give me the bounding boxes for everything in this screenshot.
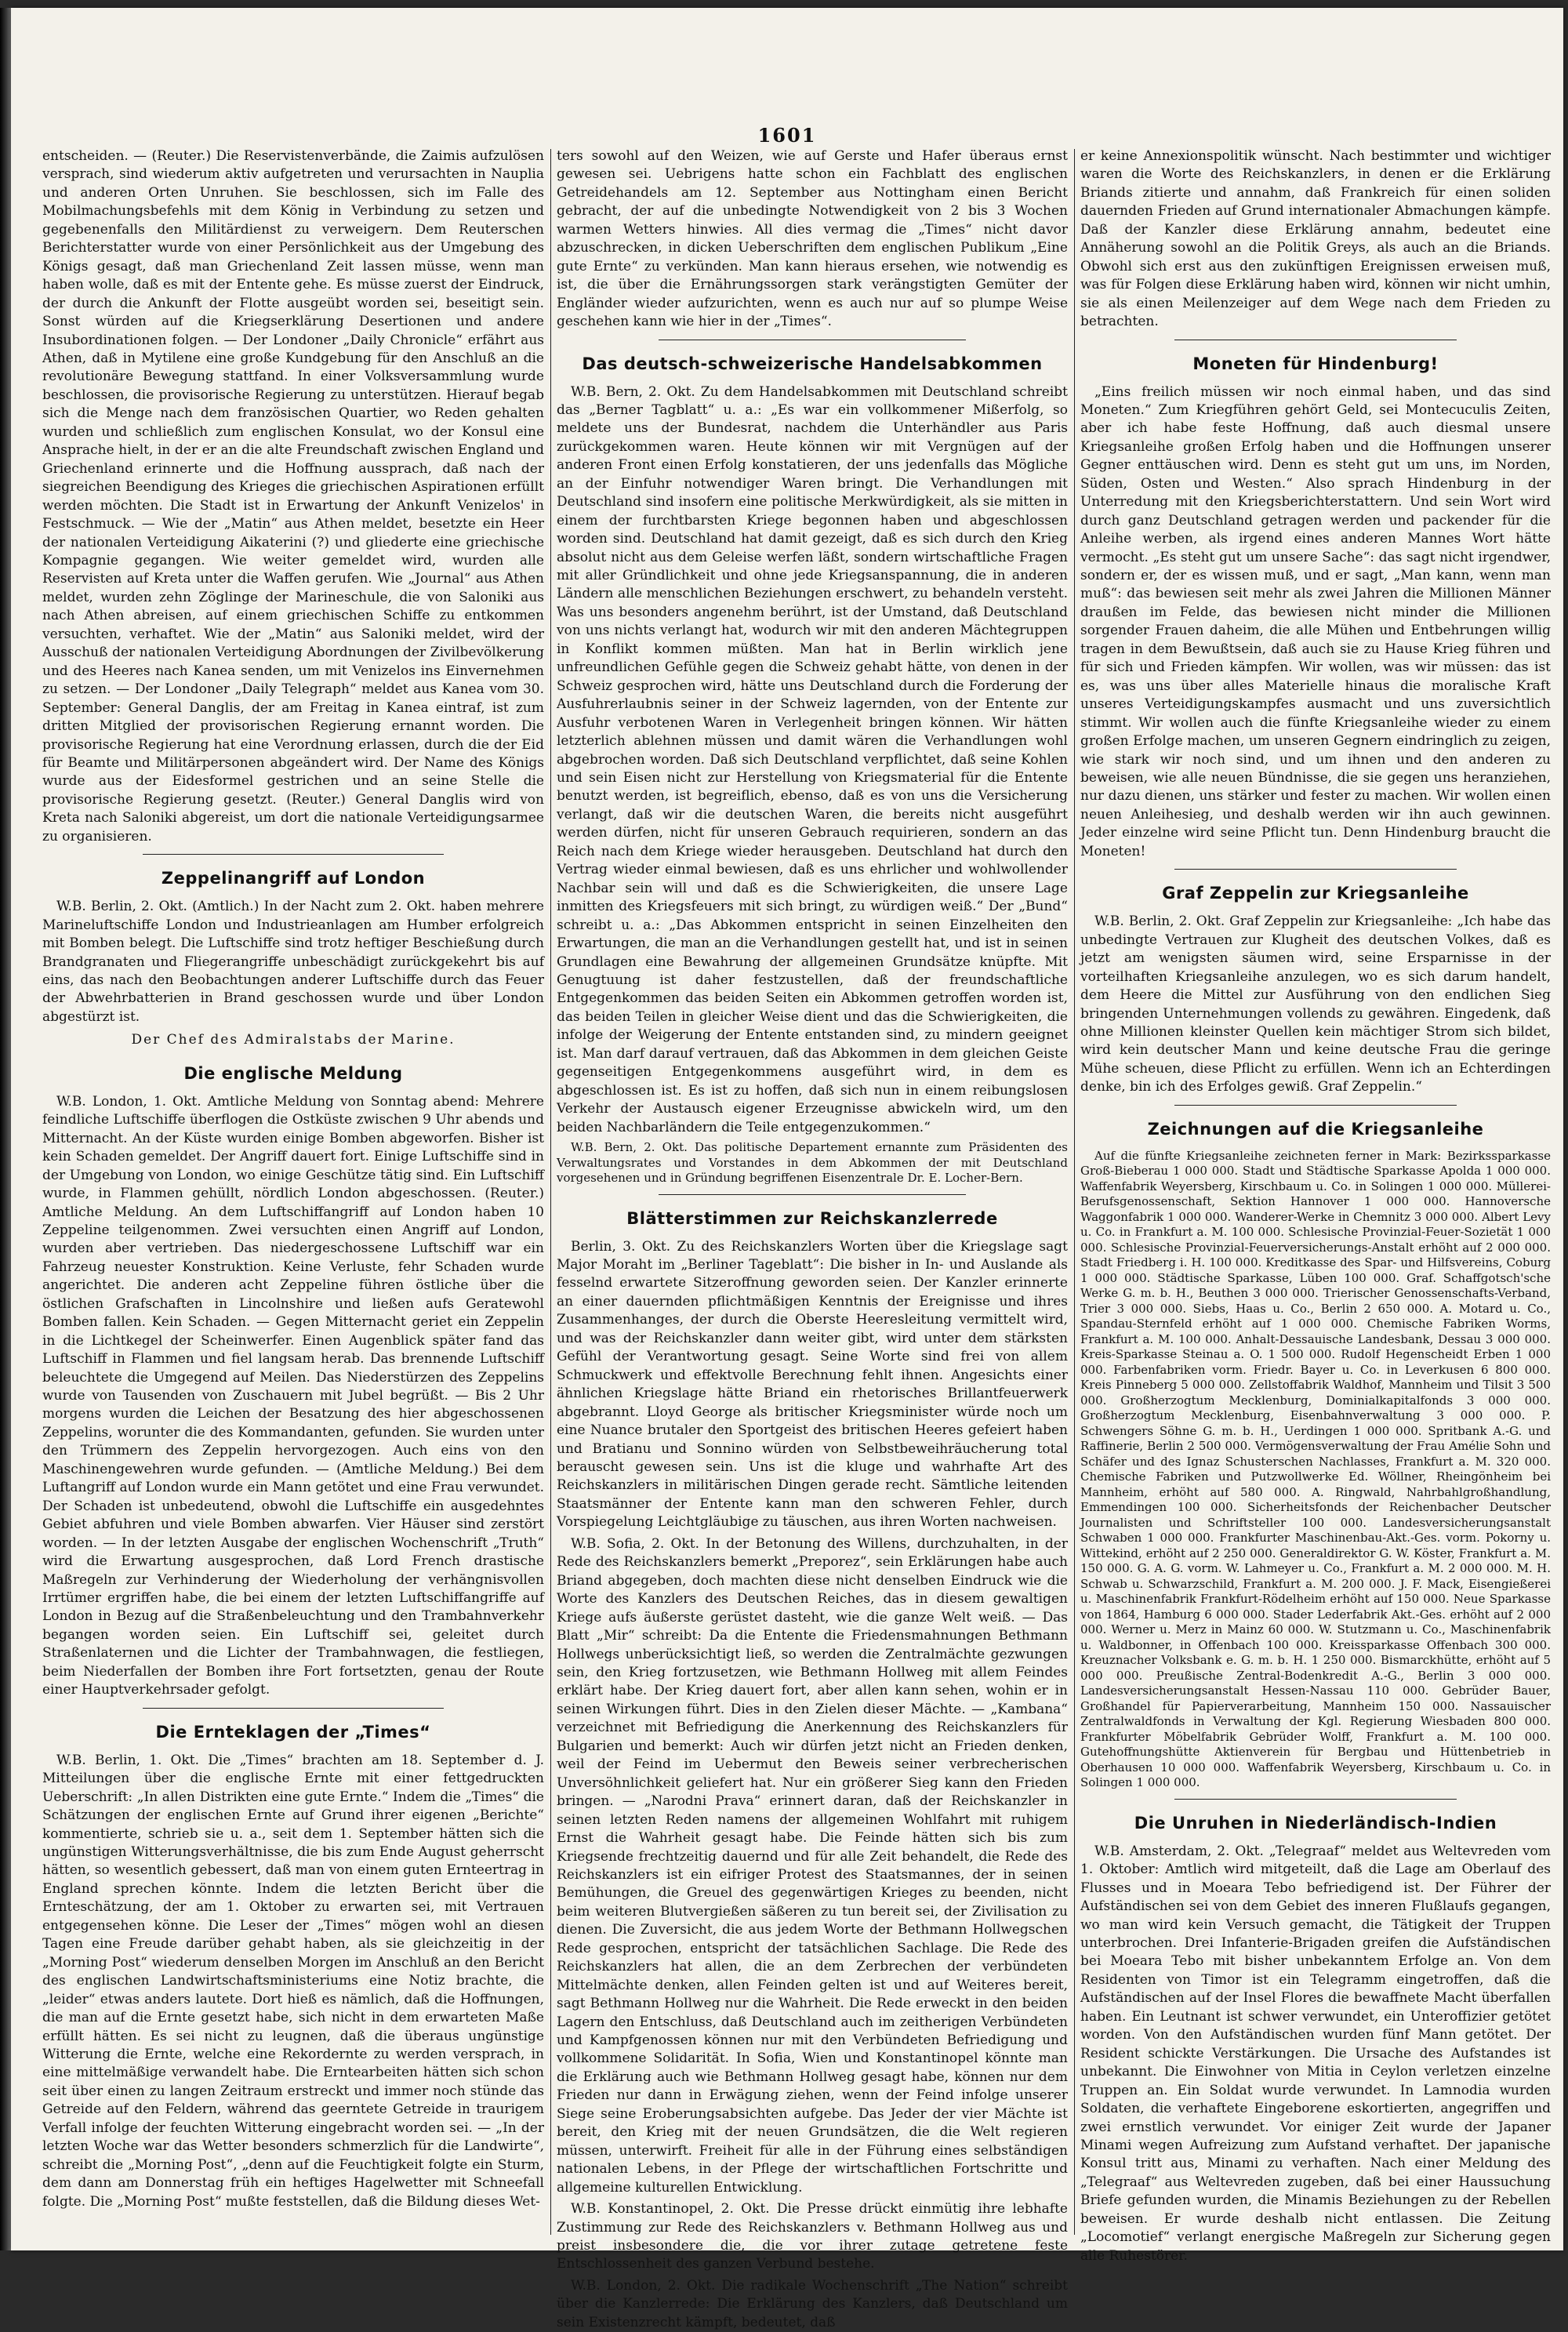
headline-hindenburg-money: Moneten für Hindenburg!	[1192, 354, 1439, 373]
column-left	[42, 147, 544, 2235]
article-paragraph: Auf die fünfte Kriegsanleihe zeichneten ferner in Mark: Bezirkssparkasse Groß-Bieberau 1 000 000. Stadt und Städtische Sparkasse Apolda 1 000 000. Waffenfabrik Weyersberg, Kirschbaum u. Co. in Solingen 1 000 000. Müllerei-Berufsgenossenschaft, Sektion Hannover 1 000 000. Hannoversche Waggonfabrik 1 000 000. Wanderer-Werke in Chemnitz 3 000 000. Albert Levy u. Co. in Frankfurt a. M. 100 000. Schlesische Provinzial-Feuer-Sozietät 1 000 000. Schlesische Provinzial-Feuerversicherungs-Anstalt erhöht auf 2 000 000. Stadt Friedberg i. H. 100 000. Kreditkasse des Spar- und Hilfsvereins, Coburg 1 000 000. Städtische Sparkasse, Lüben 100 000. Graf. Schaffgotsch'sche Werke G. m. b. H., Beuthen 3 000 000. Trierischer Genossenschafts-Verband, Trier 3 000 000. Siebs, Haas u. Co., Berlin 2 650 000. A. Motard u. Co., Spandau-Sternfeld erhöht auf 1 000 000. Chemische Fabriken Worms, Frankfurt a. M. 100 000. Anhalt-Dessauische Landesbank, Dessau 3 000 000. Kreis-Sparkasse Steinau a. O. 1 500 000. Rudolf Hegenscheidt Erben 1 000 000. Farbenfabriken vorm. Friedr. Bayer u. Co. in Leverkusen 6 800 000. Kreis Pinneberg 5 000 000. Zellstoffabrik Waldhof, Mannheim und Tilsit 3 500 000. Großherzogtum Mecklenburg, Dominialkapitalfonds 3 000 000. Großherzogtum Mecklenburg, Eisenbahnverwaltung 3 000 000. P. Schwengers Söhne G. m. b. H., Uerdingen 1 000 000. Spritbank A.-G. und Raffinerie, Berlin 2 500 000. Vermögensverwaltung der Frau Amélie Sohn und Schäfer und des Ignaz Schusterschen Nachlasses, Frankfurt a. M. 320 000. Chemische Fabriken und Putzwollwerke Ed. Wöllner, Rheingönheim bei Mannheim, erhöht auf 580 000. A. Ringwald, Nahrbahlgroßhandlung, Emmendingen 100 000. Sicherheitsfonds der Reichenbacher Deutscher Journalisten und Schriftsteller 100 000. Landesversicherungsanstalt Schwaben 1 000 000. Frankfurter Maschinenbau-Akt.-Ges. vorm. Pokorny u. Wittekind, erhöht auf 2 250 000. Generaldirektor G. W. Köster, Frankfurt a. M. 150 000. G. A. G. vorm. W. Lahmeyer u. Co., Frankfurt a. M. 2 000 000. M. H. Schwab u. Schwarzschild, Frankfurt a. M. 200 000. J. F. Mack, Eisengießerei u. Maschinenfabrik Frankfurt-Rödelheim erhöht auf 150 000. Neue Sparkasse von 1864, Hamburg 6 000 000. Stader Lederfabrik Akt.-Ges. erhöht auf 2 000 000. Werner u. Merz in Mainz 60 000. W. Stutzmann u. Co., Maschinenfabrik u. Waldbonner, in Offenbach 100 000. Kreissparkasse Offenbach 300 000. Kreuznacher Volksbank e. G. m. b. H. 1 250 000. Bismarckhütte, erhöht auf 5 000 000. Preußische Zentral-Bodenkredit A.-G., Berlin 3 000 000. Landesversicherungsanstalt Hessen-Nassau 110 000. Gebrüder Bauer, Großhandel für Papierverarbeitung, Mannheim 150 000. Nassauischer Zentralwaldfonds in Verwaltung der Kgl. Regierung Wiesbaden 800 000. Frankfurter Möbelfabrik Gebrüder Wolff, Frankfurt a. M. 100 000. Gutehoffnungshütte Aktienverein für Bergbau und Hüttenbetrieb in Oberhausen 10 000 000. Waffenfabrik Weyersberg, Kirschbaum u. Co. in Solingen 1 000 000.	[1080, 1148, 1551, 1790]
headline-graf-zeppelin: Graf Zeppelin zur Kriegsanleihe	[1162, 884, 1469, 903]
column-rule	[1074, 149, 1075, 2235]
headline-times-harvest: Die Ernteklagen der „Times“	[155, 1722, 431, 1742]
article-signature: Der Chef des Admiralstabs der Marine.	[131, 1032, 456, 1048]
article-paragraph: „Eins freilich müssen wir noch einmal haben, und das sind Moneten.“ Zum Kriegführen gehört Geld, sei Montecuculis Zeiten, aber ich habe feste Hoffnung, daß auch diesmal unsere Kriegsanleihe großen Erfolg haben und die Hoffnungen unserer Gegner enttäuschen wird. Denn es steht gut um uns, im Norden, Süden, Osten und Westen.“ Also sprach Hindenburg in der Unterredung mit den Kriegsberichterstattern. Und sein Wort wird durch ganz Deutschland getragen werden und packender für die Anleihe werben, als irgend eines anderen Mannes Wort hätte vermocht. „Es steht gut um unsere Sache“: das sagt nicht irgendwer, sondern er, der es wissen muß, und er sagt, „Man kann, wenn man muß“: das bewiesen seit mehr als zwei Jahren die Millionen Männer draußen im Felde, das bewiesen nicht minder die Millionen sorgender Frauen daheim, die alle Mühen und Entbehrungen willig tragen in dem Bewußtsein, daß auch sie zu Hause Krieg führen und für sich und Frieden kämpfen. Wir wollen, was wir müssen: das ist es, was uns über alles Materielle hinaus die moralische Kraft unseres Verteidigungskampfes ausmacht und uns zuversichtlich stimmt. Wir wollen auch die fünfte Kriegsanleihe wieder zu einem großen Erfolge machen, um unseren Gegnern eindringlich zu zeigen, wie stark wir noch sind, und um ihnen und den anderen zu beweisen, wie alle neuen Bündnisse, die sie gegen uns heranziehen, nur dazu dienen, uns stärker und fester zu machen. Wir wollen einen neuen Anleihesieg, und deshalb werden wir ihn auch gewinnen. Jeder einzelne wird seine Pflicht tun. Denn Hindenburg braucht die Moneten!	[1080, 383, 1551, 859]
article-paragraph: W.B. Amsterdam, 2. Okt. „Telegraaf“ meldet aus Weltevreden vom 1. Oktober: Amtlich wird mitgeteilt, daß die Lage am Oberlauf des Flusses und in Moeara Tebo befriedigend ist. Der Führer der Aufständischen sei von dem Gebiet des inneren Flußlaufs gegangen, wo man wird kein Versuch gemacht, die Tätigkeit der Truppen unterbrochen. Drei Infanterie-Brigaden greifen die Aufständischen bei Moeara Tebo mit bisher unbekanntem Erfolge an. Von dem Residenten von Timor ist ein Telegramm eingetroffen, daß die Aufständischen auf der Insel Flores die bewaffnete Macht überfallen haben. Ein Leutnant ist schwer verwundet, ein Unteroffizier getötet worden. Von den Aufständischen wurden fünf Mann getötet. Der Resident schickte Verstärkungen. Die Ursache des Aufstandes ist unbekannt. Die Einwohner von Mitia in Ceylon verletzen einzelne Truppen an. Ein Soldat wurde verwundet. In Lamnodia wurden Soldaten, die verhaftete Eingeborene eskortierten, angegriffen und zwei ernstlich verwundet. Vor einiger Zeit wurde der Japaner Minami wegen Aufreizung zum Aufstand verhaftet. Der japanische Konsul tritt aus, Minami zu verhaften. Nach einer Meldung des „Telegraaf“ aus Weltevreden zugeben, daß bei einer Haussuchung Briefe gefunden wurden, die Minamis Beziehungen zu der Rebellen beweisen. Er wurde deshalb nicht entlassen. Die Zeitung „Locomotief“ verlangt energische Maßregeln zur Sicherung gegen alle Ruhestörer.	[1080, 1843, 1551, 2264]
article-paragraph: W.B. Berlin, 2. Okt. (Amtlich.) In der Nacht zum 2. Okt. haben mehrere Marineluftschiffe London und Industrieanlagen am Humber erfolgreich mit Bomben belegt. Die Luftschiffe sind trotz heftiger Beschießung durch Brandgranaten und Fliegerangriffe unbeschädigt zurückgekehrt bis auf eins, das nach den Beobachtungen anderer Luftschiffe durch das Feuer der Abwehrbatterien in Brand geschossen wurde und über London abgestürzt ist.	[42, 899, 544, 1025]
headline-dutch-indies-unrest: Die Unruhen in Niederländisch-Indien	[1134, 1813, 1497, 1833]
section-divider	[1174, 869, 1457, 870]
article-paragraph: ters sowohl auf den Weizen, wie auf Gerste und Hafer überaus ernst gewesen sei. Uebrigens hatte schon ein Fachblatt des englischen Getreidehandels am 12. September aus Nottingham einen Bericht gebracht, der auf die unbedingte Notwendigkeit von 2 bis 3 Wochen warmen Wetters hinwies. All dies vermag die „Times“ nicht davor abzuschrecken, in dicken Ueberschriften dem englischen Publikum „Eine gute Ernte“ zu verkünden. Man kann hieraus ersehen, wie notwendig es ist, die über die Ernährungssorgen stark verängstigten Gemüter der Engländer wieder aufzurichten, wenn es auch nur auf so plumpe Weise geschehen kann wie hier in der „Times“.	[557, 148, 1068, 330]
headline-press-voices: Blätterstimmen zur Reichskanzlerrede	[626, 1208, 998, 1228]
column-middle	[557, 147, 1068, 2330]
headline-subscriptions: Zeichnungen auf die Kriegsanleihe	[1147, 1119, 1484, 1139]
article-paragraph: W.B. Bern, 2. Okt. Zu dem Handelsabkommen mit Deutschland schreibt das „Berner Tagblatt“ u. a.: „Es war ein vollkommener Mißerfolg, so meldete uns der Bundesrat, nachdem die Unterhändler aus Paris zurückgekommen waren. Heute können wir mit Vergnügen auf der anderen Front einen Erfolg konstatieren, der uns jedenfalls das Mögliche an der Einfuhr notwendiger Waren bringt. Die Verhandlungen mit Deutschland sind insofern eine politische Merkwürdigkeit, als sie mitten in einem der furchtbarsten Kriege begonnen haben und abgeschlossen worden sind. Deutschland hat damit gezeigt, daß es sich durch den Krieg absolut nicht aus dem Geleise werfen läßt, sondern wirtschaftliche Fragen mit aller Gründlichkeit und ohne jede Kriegsanspannung, die in anderen Ländern alle menschlichen Beziehungen erschwert, zu behandeln versteht. Was uns besonders angenehm berührt, ist der Umstand, daß Deutschland von uns nichts verlangt hat, wodurch wir mit den anderen Mächtegruppen in Konflikt kommen müßten. Man hat in Berlin wirklich jene unfreundlichen Gefühle gegen die Schweiz gehabt hätte, von denen in der Schweiz gesprochen wird, hätte uns Deutschland durch die Forderung der Ausfuhrerlaubnis seiner in der Schweiz lagernden, von der Entente zur Ausfuhr verbotenen Waren in Verlegenheit bringen können. Wir hätten letzterlich ablehnen müssen und damit wären die Verhandlungen wohl abgebrochen worden. Daß sich Deutschland verpflichtet, daß seine Kohlen und sein Eisen nicht zur Herstellung von Kriegsmaterial für die Entente benutzt werden, ist begreiflich, ebenso, daß es von uns die Versicherung verlangt, daß wir die deutschen Waren, die bereits nicht ausgeführt werden dürfen, nicht für unseren Gebrauch requirieren, sondern an das Reich nach dem Kriege wieder herausgeben. Deutschland hat durch den Vertrag wieder einmal bewiesen, daß es uns ehrlicher und wohlwollender Nachbar sein will und daß es die Schwierigkeiten, die unsere Lage inmitten des Kriegsfeuers mit sich bringt, zu würdigen weiß.“ Der „Bund“ schreibt u. a.: „Das Abkommen entspricht in seinen Einzelheiten den Erwartungen, die man an die Verhandlungen gestellt hat, und ist in seinen Grundlagen eine Bewahrung der allgemeinen Grundsätze knüpfte. Mit Genugtuung ist daher festzustellen, daß der freundschaftliche Entgegenkommen das beiden Seiten ein Abkommen getroffen worden ist, das beiden Teilen in gleicher Weise dient und das die Schwierigkeiten, die infolge der Weigerung der Entente entstanden sind, zu mindern geeignet ist. Man darf darauf vertrauen, daß das Abkommen in dem gleichen Geiste gegenseitigen Entgegenkommens ausgeführt wird, in dem es abgeschlossen ist. Es ist zu hoffen, daß sich nun in einem reibungslosen Verkehr der Austausch eigener Erzeugnisse abwickeln wird, um den beiden Nachbarländern die Teile entgegenzukommen.“	[557, 383, 1068, 1135]
section-divider	[659, 1194, 965, 1195]
article-paragraph: W.B. London, 1. Okt. Amtliche Meldung von Sonntag abend: Mehrere feindliche Luftschiffe überflogen die Ostküste zwischen 9 Uhr abends und Mitternacht. An der Küste wurden einige Bomben abgeworfen. Bisher ist kein Schaden gemeldet. Der Angriff dauert fort. Einige Luftschiffe sind in der Umgebung von London, wo einige Geschütze tätig sind. Ein Luftschiff wurde, in Flammen gehüllt, nördlich London abgeschossen. (Reuter.) Amtliche Meldung. An dem Luftschiffangriff auf London haben 10 Zeppeline teilgenommen. Zwei versuchten einen Angriff auf London, wurden aber vertrieben. Das niedergeschossene Luftschiff war ein Fahrzeug neuester Konstruktion. Keine Verluste, fehr Schaden wurde angerichtet. Die anderen acht Zeppeline führen östliche über die östlichen Grafschaften in Lincolnshire und ließen aufs Geratewohl Bomben fallen. Kein Schaden. — Gegen Mitternacht geriet ein Zeppelin in die Lichtkegel der Scheinwerfer. Einen Augenblick später fand das Luftschiff in Flammen und fiel langsam herab. Das brennende Luftschiff beleuchtete die Umgegend auf Meilen. Das Niederstürzen des Zeppelins wurde von Tausenden von Zuschauern mit Jubel begrüßt. — Bis 2 Uhr morgens wurden die Leichen der Besatzung des hier abgeschossenen Zeppelins, worunter die des Kommandanten, gefunden. Sie wurden unter den Trümmern des Zeppelin hervorgezogen. Auch eins von den Maschinengewehren wurde gefunden. — (Amtliche Meldung.) Bei dem Luftangriff auf London wurde ein Mann getötet und eine Frau verwundet. Der Schaden ist unbedeutend, obwohl die Luftschiffe ein ausgedehntes Gebiet abfuhren und viele Bomben abwarfen. Vier Häuser sind zerstört worden. — In der letzten Ausgabe der englischen Wochenschrift „Truth“ wird die Erwartung ausgesprochen, daß Lord French drastische Maßregeln zur Verhinderung der Wiederholung der verhängnisvollen Irrtümer ergriffen habe, die bei einem der letzten Luftschiffangriffe auf London in Bezug auf die Straßenbeleuchtung und den Trambahnverkehr begangen worden seien. Ein Luftschiff sei, geleitet durch Straßenlaternen und die Lichter der Trambahnwagen, die festliegen, beim Niederfallen der Bomben ihre Fort fortsetzten, genau der Route einer Hauptverkehrsader gefolgt.	[42, 1093, 544, 1698]
article-paragraph: W.B. Bern, 2. Okt. Das politische Departement ernannte zum Präsidenten des Verwaltungsrates und Vorstandes in dem Abkommen der mit Deutschland vorgesehenen und in Gründung begriffenen Eisenzentrale Dr. E. Locher-Bern.	[557, 1140, 1068, 1186]
article-paragraph: W.B. Berlin, 2. Okt. Graf Zeppelin zur Kriegsanleihe: „Ich habe das unbedingte Vertrauen zur Klugheit des deutschen Volkes, daß es jetzt am wenigsten säumen wird, seine Ersparnisse in der vorteilhaften Kriegsanleihe anzulegen, wo es sich darum handelt, dem Heere die Mittel zur Ausführung von den endlichen Sieg bringenden Unternehmungen vollends zu gewähren. Eingedenk, daß ohne Millionen kleinster Quellen kein mächtiger Strom sich bildet, wird kein deutscher Mann und keine deutsche Frau die geringe Mühe scheuen, diese Pflicht zu erfüllen. Wenn ich an Echterdingen denke, bin ich des Erfolges gewiß. Graf Zeppelin.“	[1080, 914, 1551, 1095]
section-divider	[1174, 1105, 1457, 1106]
section-divider	[143, 1708, 444, 1709]
newspaper-page	[11, 8, 1563, 2330]
article-paragraph: er keine Annexionspolitik wünscht. Nach bestimmter und wichtiger waren die Worte des Reichskanzlers, in denen er die Erklärung Briands zitierte und annahm, daß Frankreich für einen soliden dauernden Frieden auf Grund internationaler Abmachungen kämpfe. Daß der Kanzler diese Erklärung annahm, bedeutet eine Annäherung sowohl an die Politik Greys, als auch an die Briands. Obwohl sich erst aus den zukünftigen Ereignissen erweisen muß, was für Folgen diese Erklärung haben wird, können wir nicht umhin, sie als einen Meilenzeiger auf dem Wege nach dem Frieden zu betrachten.	[1080, 148, 1551, 330]
page-number: 1601	[757, 124, 817, 147]
headline-zeppelin-attack: Zeppelinangriff auf London	[161, 869, 426, 888]
article-paragraph: entscheiden. — (Reuter.) Die Reservistenverbände, die Zaimis aufzulösen versprach, sind wiederum aktiv aufgetreten und verursachten in Naupliа und anderen Orten Unruhen. Sie beschlossen, sich im Falle des Mobilmachungsbefehls mit dem König in Verbindung zu setzen und gegebenenfalls den Militärdienst zu verweigern. Dem Reuterschen Berichterstatter wurde von einer Persönlichkeit aus der Umgebung des Königs gesagt, daß man Griechenland Zeit lassen müsse, wenn man haben wolle, daß es mit der Entente gehe. Es müsse zuerst der Eindruck, der durch die Ankunft der Flotte ausgeübt worden sei, beseitigt sein. Sonst würden auf die Kriegserklärung Desertionen und andere Insubordinationen folgen. — Der Londoner „Daily Chronicle“ erfährt aus Athen, daß in Mytilene eine große Kundgebung für den Anschluß an die revolutionäre Bewegung stattfand. In einer Volksversammlung wurde beschlossen, die provisorische Regierung zu unterstützen. Hierauf begab sich die Menge nach dem französischen Quartier, wo Reden gehalten wurden und schließlich zum englischen Konsulat, wo der Konsul eine Ansprache hielt, in der er an die alte Freundschaft zwischen England und Griechenland erinnerte und die Hoffnung aussprach, daß nach der siegreichen Beendigung des Krieges die griechischen Aspirationen erfüllt werden möchten. Die Stadt ist in Erwartung der Ankunft Venizelos' in Festschmuck. — Wie der „Matin“ aus Athen meldet, besetzte ein Heer der nationalen Verteidigung Aikaterini (?) und gliederte eine griechische Kompagnie gegangen. Wie weiter gemeldet wird, wurden alle Reservisten auf Kreta unter die Waffen gerufen. Wie „Journal“ aus Athen meldet, wurden zehn Zöglinge der Marineschule, die von Saloniki aus nach Athen abreisen, auf einem griechischen Schiffe zu entkommen versuchten, verhaftet. Wie der „Matin“ aus Saloniki meldet, wird der Ausschuß der nationalen Verteidigung Abordnungen der Zivilbevölkerung und des Heeres nach Kanea senden, um mit Venizelos ins Einvernehmen zu setzen. — Der Londoner „Daily Telegraph“ meldet aus Kanea vom 30. September: General Danglis, der am Freitag in Kanea eintraf, ist zum dritten Mitglied der provisorischen Regierung ernannt worden. Die provisorische Regierung hat eine Verordnung erlassen, durch die der Eid für Beamte und Militärpersonen abgeändert wird. Der Name des Königs wurde aus der Eidesformel gestrichen und an seine Stelle die provisorische Regierung gesetzt. (Reuter.) General Danglis wird von Kreta nach Saloniki abgereist, um dort die nationale Verteidigungsarmee zu organisieren.	[42, 148, 544, 845]
headline-trade-agreement: Das deutsch-schweizerische Handelsabkommen	[582, 354, 1043, 373]
section-divider	[143, 854, 444, 855]
book-binding-edge	[0, 8, 11, 2250]
section-divider	[1174, 1799, 1457, 1800]
column-rule	[550, 149, 551, 2235]
article-paragraph: W.B. London, 2. Okt. Die radikale Wochenschrift „The Nation“ schreibt über die Kanzlerrede: Die Erklärung des Kanzlers, daß Deutschland um sein Existenzrecht kämpft, bedeutet, daß	[557, 2277, 1068, 2330]
article-paragraph: W.B. Konstantinopel, 2. Okt. Die Presse drückt einmütig ihre lebhafte Zustimmung zur Rede des Reichskanzlers v. Bethmann Hollweg aus und preist insbesondere die, die vor ihrer zutage getretene feste Entschlossenheit des ganzen Verbund bestehe.	[557, 2201, 1068, 2272]
headline-english-report: Die englische Meldung	[183, 1063, 403, 1083]
article-paragraph: W.B. Sofia, 2. Okt. In der Betonung des Willens, durchzuhalten, in der Rede des Reichskanzlers bemerkt „Preporez“, sein Erklärungen habe auch Briand abgegeben, doch machten diese nicht denselben Eindruck wie die Worte des Kanzlers des Deutschen Reiches, das in diesem gewaltigen Kriege aufs äußerste gerüstet dasteht, wie die ganze Welt weiß. — Das Blatt „Mir“ schreibt: Da die Entente die Friedensmahnungen Bethmann Hollwegs unberücksichtigt ließ, so werden die Zentralmächte gezwungen sein, den Krieg fortzusetzen, wie Bethmann Hollweg mit allem Feindes erklärt habe. Der Krieg dauert fort, aber allen kann sehen, wohin er in seinen Wirkungen führt. Dies in den Zielen dieser Mächte. — „Kambana“ verzeichnet mit Befriedigung die Anerkennung des Reichskanzlers für Bulgarien und bemerkt: Auch wir dürfen jetzt nicht an Frieden denken, weil der Feind im Uebermut den Beweis seiner verbrecherischen Unversöhnlichkeit geliefert hat. Nur ein größerer Sieg kann den Frieden bringen. — „Narodni Prava“ erinnert daran, daß der Reichskanzler in seinen letzten Reden namens der allgemeinen Wohlfahrt mit ruhigem Ernst die Wahrheit gesagt habe. Die Feinde hätten sich bis zum Kriegsende frechtzeitig dauernd und für alle Zeit behandelt, die Rede des Reichskanzlers ist ein eifriger Protest des Staatsmannes, der in seinen Bemühungen, die Greuel des gegenwärtigen Krieges zu beenden, nicht beim weiteren Blutvergießen säßeren zu tun bereit sei, der Zivilisation zu dienen. Die Zuversicht, die aus jedem Worte der Bethmann Hollwegschen Rede gesprochen, entspricht der tatsächlichen Sachlage. Die Rede des Reichskanzlers hat allen, die an dem Zerbrechen der verbündeten Mittelmächte denken, allen Feinden gelten ist und auf Weiteres bereit, sagt Bethmann Hollweg nur die Wahrheit. Die Rede erweckt in den beiden Lagern den Entschluss, daß Deutschland auch im zeitherigen Verbündeten und Kampfgenossen können nur mit den Verbündeten Befriedigung und vollkommene Solidarität. In Sofia, Wien und Konstantinopel könnte man die Erklärung auch wie Bethmann Hollweg gesagt habe, können nur dem Frieden nur dann in Erwägung ziehen, wenn der Feind infolge unserer Siege seine Eroberungsabsichten aufgebe. Das Jeder der vier Mächte ist bereit, den Krieg mit der neuen Grundsätzen, die die Welt regieren müssen, unterwirft. Freiheit für alle in der Führung eines selbständigen nationalen Lebens, in der Pflege der wirtschaftlichen Fortschritte und allgemeine kulturellen Entwicklung.	[557, 1535, 1068, 2196]
column-right	[1080, 147, 1551, 2264]
article-paragraph: Berlin, 3. Okt. Zu des Reichskanzlers Worten über die Kriegslage sagt Major Moraht im „Berliner Tageblatt“: Die bisher in In- und Auslande als fesselnd erwartete Sitzeroffnung geworden seien. Der Kanzler erinnerte an einer dauernden pflichtmäßigen Kenntnis der Ereignisse und ihres Zusammenhanges, der durch die Oberste Heeresleitung vermittelt wird, und was der Reichskanzler dann weiter gibt, wird unter dem stärksten Gefühl der Verantwortung gesagt. Seine Worte sind frei von allem Schmuckwerk und effektvolle Berechnung fehlt ihnen. Angesichts einer ähnlichen Kriegslage hätte Briand ein rhetorisches Brillantfeuerwerk abgebrannt. Lloyd George als britischer Kriegsminister würde noch um eine Nuance brutaler den Sportgeist des britischen Heeres gefeiert haben und Bratianu und Sonnino würden von Selbstbeweihräucherung total berauscht gewesen sein. Uns ist die kluge und wahrhafte Art des Reichskanzlers in militärischen Dingen gerade recht. Sämtliche leitenden Staatsmänner der Entente kann man den schweren Fehler, durch Vorspiegelung Leichtgläubige zu täuschen, aus ihren Worten nachweisen.	[557, 1238, 1068, 1531]
article-paragraph: W.B. Berlin, 1. Okt. Die „Times“ brachten am 18. September d. J. Mitteilungen über die englische Ernte mit einer fettgedruckten Ueberschrift: „In allen Distrikten eine gute Ernte.“ Indem die „Times“ die Schätzungen der englischen Ernte auf Grund ihrer eigenen „Berichte“ kommentierte, schrieb sie u. a., seit dem 1. September hätten sich die ungünstigen Witterungsverhältnisse, die bis zum Ende August geherrscht hätten, so wesentlich gebessert, daß man von einem guten Ernteertrag in England sprechen könnte. Indem die letzten Bericht über die Ernteschätzung, der am 1. Oktober zu erwarten sei, mit Vertrauen entgegensehen könne. Die Leser der „Times“ mögen wohl an diesen Tagen eine Freude darüber gehabt haben, als sie gleichzeitig in der „Morning Post“ wiederum denselben Morgen im Anschluß an den Bericht des englischen Landwirtschaftsministeriums eine Notiz brachte, die „leider“ etwas anders lautete. Dort hieß es nämlich, daß die Hoffnungen, die man auf die Ernte gesetzt habe, sich nicht in dem erwarteten Maße erfüllt hätten. Es sei nicht zu leugnen, daß die überaus ungünstige Witterung die Ernte, welche eine Rekordernte zu werden versprach, in eine mittelmäßige verwandelt habe. Die Erntearbeiten hätten sich schon seit über einen zu langen Zeitraum erstreckt und immer noch stünde das Getreide auf den Feldern, während das geerntete Getreide in traurigem Verfall infolge der feuchten Witterung eingebracht worden sei. — „In der letzten Woche war das Wetter besonders schmerzlich für die Landwirte“, schreibt die „Morning Post“, „denn auf die Feuchtigkeit folgte ein Sturm, dem dann am Donnerstag früh ein heftiges Hagelwetter mit Schneefall folgte. Die „Morning Post“ mußte feststellen, daß die Bildung dieses Wet-	[42, 1752, 544, 2210]
